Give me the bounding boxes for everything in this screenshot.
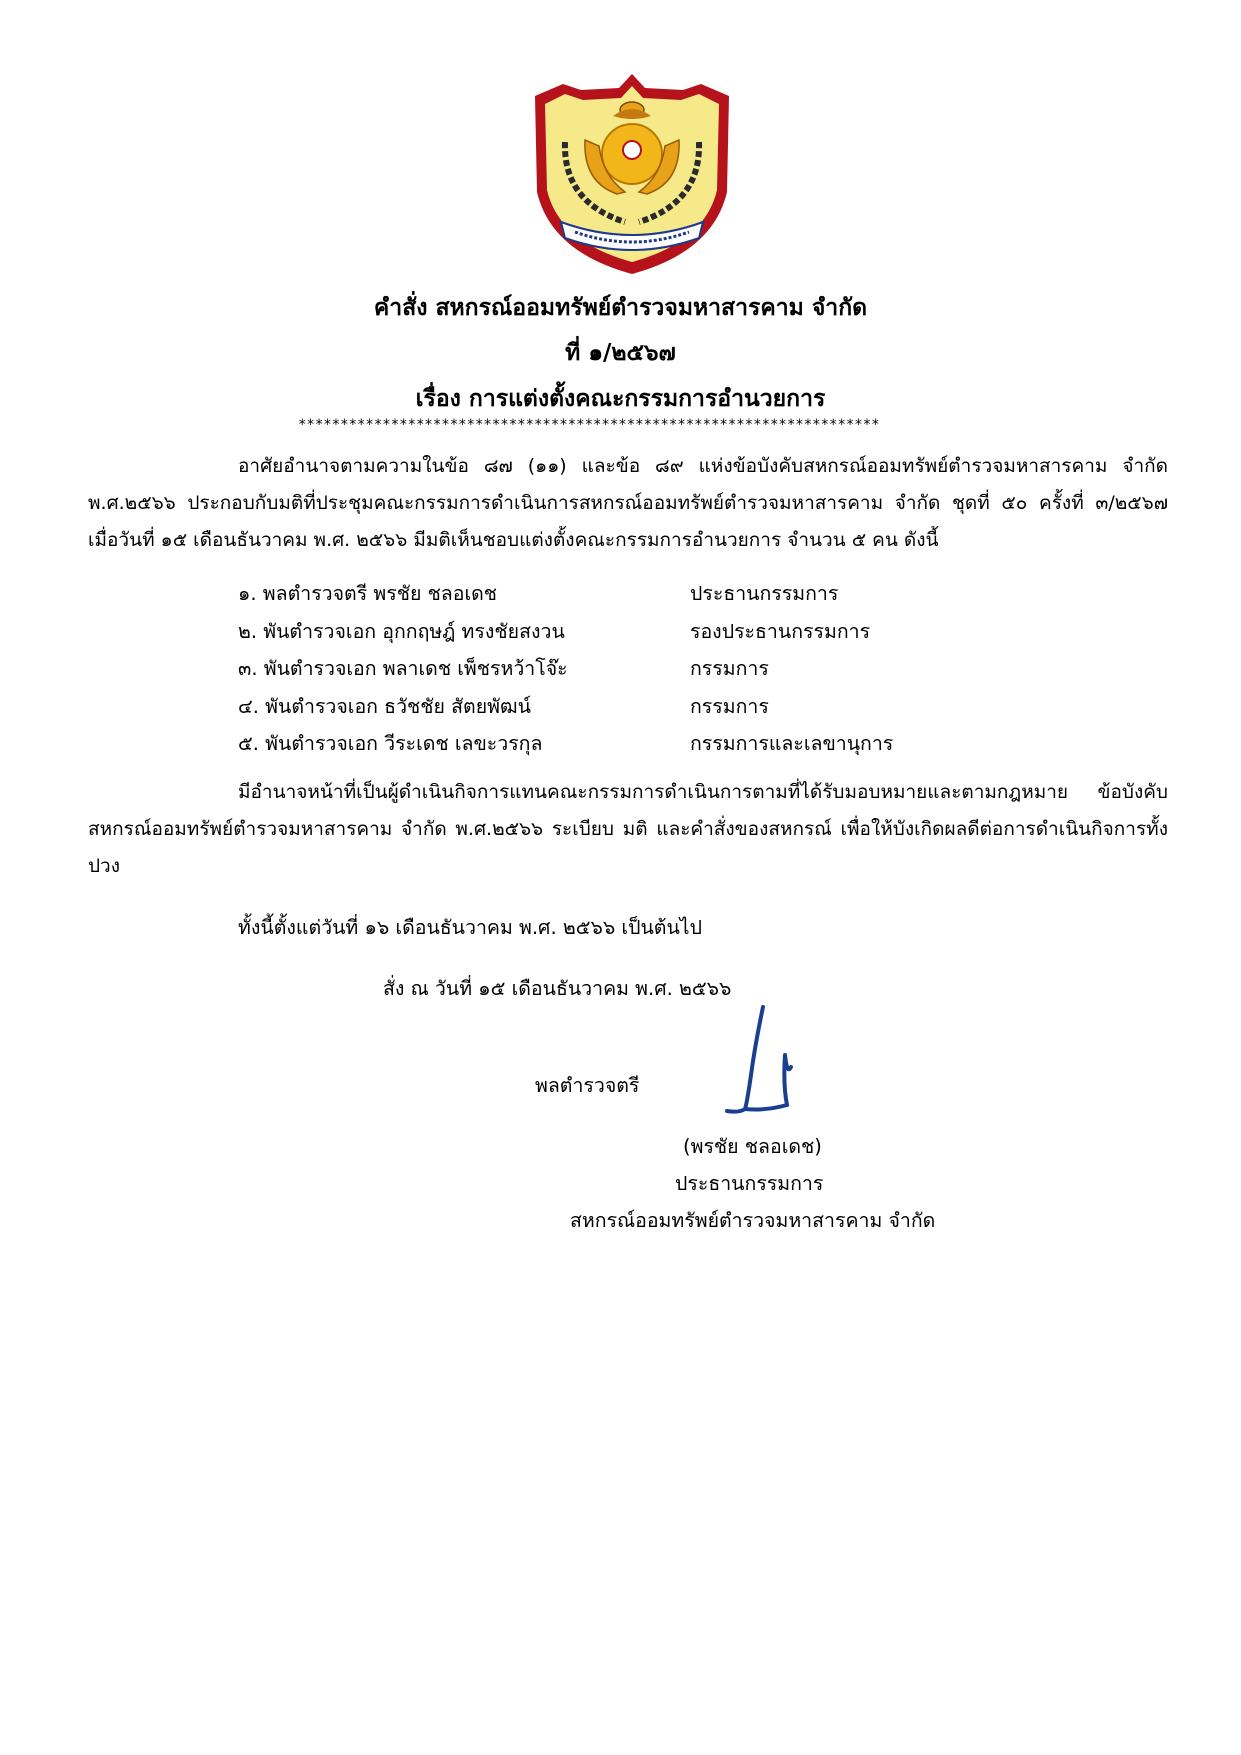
seal-icon	[623, 141, 641, 159]
member-role: ประธานกรรมการ	[690, 582, 839, 605]
preamble-text: อาศัยอำนาจตามความในข้อ ๘๗ (๑๑) และข้อ ๘๙ แห่งข้อบังคับสหกรณ์ออมทรัพย์ตำรวจมหาสารคาม จำกัด พ.ศ.๒๕๖๖ ประกอบกับมติที่ประชุมคณะกรรมการดำเนินการสหกรณ์ออมทรัพย์ตำรวจมหาสารคาม จำกัด ชุดที่ ๕๐ ครั้งที่ ๓/๒๕๖๗ เมื่อวันที่ ๑๕ เดือนธันวาคม พ.ศ. ๒๕๖๖ มีมติเห็นชอบแต่งตั้งคณะกรรมการอำนวยการ จำนวน ๕ คน ดังนี้	[88, 455, 1168, 551]
ordered-date: สั่ง ณ วันที่ ๑๕ เดือนธันวาคม พ.ศ. ๒๕๖๖	[383, 977, 732, 1000]
member-role: กรรมการ	[690, 657, 769, 680]
cooperative-logo	[533, 72, 731, 276]
member-name: ๓. พันตำรวจเอก พลาเดช เพ็ชรหว้าโจ๊ะ	[238, 657, 568, 680]
preamble-paragraph	[88, 448, 1168, 559]
order-title: คำสั่ง สหกรณ์ออมทรัพย์ตำรวจมหาสารคาม จำกัด	[373, 295, 868, 321]
member-name: ๕. พันตำรวจเอก วีระเดช เลขะวรกุล	[238, 732, 543, 755]
member-role: รองประธานกรรมการ	[690, 620, 871, 643]
signer-position: ประธานกรรมการ	[675, 1172, 824, 1195]
member-name: ๔. พันตำรวจเอก ธวัชชัย สัตยพัฒน์	[238, 695, 531, 718]
signer-organization: สหกรณ์ออมทรัพย์ตำรวจมหาสารคาม จำกัด	[570, 1209, 936, 1232]
separator-line: *********************************************************************	[298, 417, 880, 433]
member-role: กรรมการ	[690, 695, 769, 718]
duties-paragraph	[88, 774, 1168, 885]
order-number: ที่ ๑/๒๕๖๗	[565, 340, 676, 366]
effective-date: ทั้งนี้ตั้งแต่วันที่ ๑๖ เดือนธันวาคม พ.ศ. ๒๕๖๖ เป็นต้นไป	[238, 916, 702, 939]
member-role: กรรมการและเลขานุการ	[690, 732, 894, 755]
signer-name: (พรชัย ชลอเดช)	[683, 1135, 822, 1158]
member-name: ๑. พลตำรวจตรี พรชัย ชลอเดช	[238, 582, 498, 605]
order-subject: เรื่อง การแต่งตั้งคณะกรรมการอำนวยการ	[415, 386, 826, 412]
handwritten-signature	[725, 1005, 805, 1125]
member-name: ๒. พันตำรวจเอก อุกกฤษฎ์ ทรงชัยสงวน	[238, 620, 565, 643]
duties-text: มีอำนาจหน้าที่เป็นผู้ดำเนินกิจการแทนคณะกรรมการดำเนินการตามที่ได้รับมอบหมายและตามกฎหมาย ข้อบังคับสหกรณ์ออมทรัพย์ตำรวจมหาสารคาม จำกัด พ.ศ.๒๕๖๖ ระเบียบ มติ และคำสั่งของสหกรณ์ เพื่อให้บังเกิดผลดีต่อการดำเนินกิจการทั้งปวง	[88, 781, 1168, 877]
signer-rank: พลตำรวจตรี	[535, 1074, 640, 1097]
